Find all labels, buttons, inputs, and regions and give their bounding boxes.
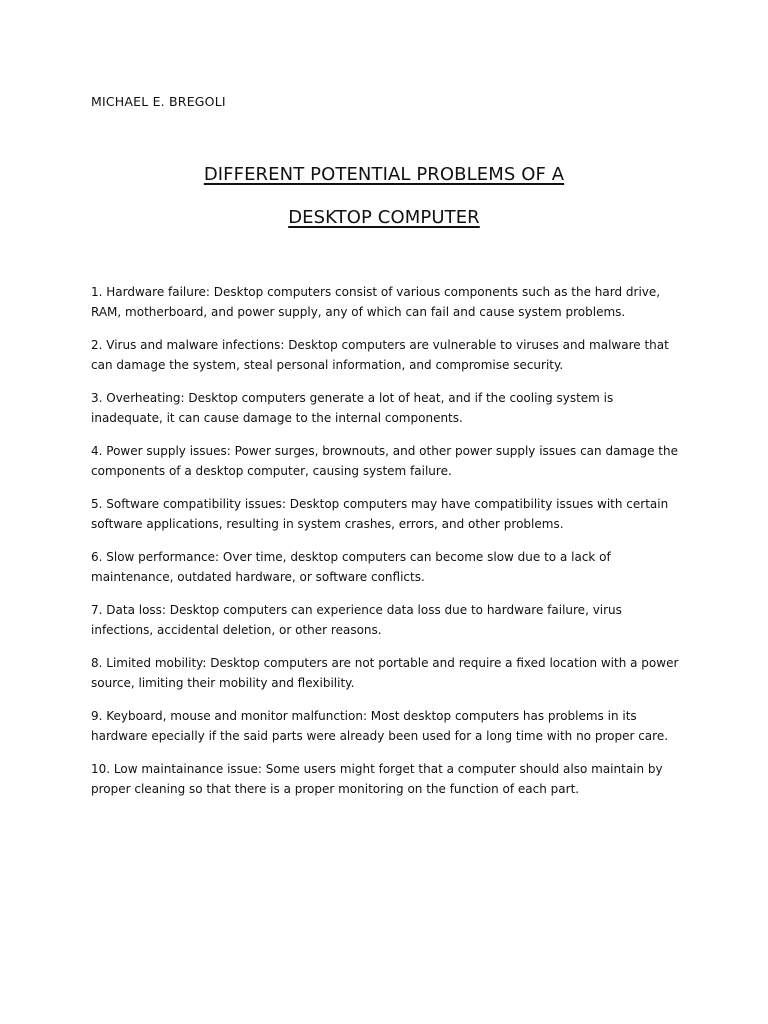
list-item: 4. Power supply issues: Power surges, brownouts, and other power supply issues can damage the components of a desktop computer, causing system failure.	[91, 444, 678, 478]
document-title-line-1: DIFFERENT POTENTIAL PROBLEMS OF A	[203, 164, 565, 185]
list-item: 9. Keyboard, mouse and monitor malfunction: Most desktop computers has problems in its hardware epecially if the said parts were already been used for a long time with no proper care.	[91, 709, 669, 743]
list-item: 6. Slow performance: Over time, desktop computers can become slow due to a lack of maintenance, outdated hardware, or software conflicts.	[91, 550, 611, 584]
list-item: 5. Software compatibility issues: Desktop computers may have compatibility issues with certain software applications, resulting in system crashes, errors, and other problems.	[91, 497, 669, 531]
list-item: 3. Overheating: Desktop computers generate a lot of heat, and if the cooling system is inadequate, it can cause damage to the internal components.	[91, 391, 614, 425]
list-item: 1. Hardware failure: Desktop computers consist of various components such as the hard drive, RAM, motherboard, and power supply, any of which can fail and cause system problems.	[91, 285, 661, 319]
problem-list	[91, 282, 681, 812]
author-name: MICHAEL E. BREGOLI	[91, 94, 226, 109]
list-item: 8. Limited mobility: Desktop computers are not portable and require a fixed location with a power source, limiting their mobility and flexibility.	[91, 656, 679, 690]
document-title-line-2: DESKTOP COMPUTER	[288, 207, 480, 228]
list-item: 10. Low maintainance issue: Some users might forget that a computer should also maintain by proper cleaning so that there is a proper monitoring on the function of each part.	[91, 762, 663, 796]
list-item: 7. Data loss: Desktop computers can experience data loss due to hardware failure, virus infections, accidental deletion, or other reasons.	[91, 603, 622, 637]
list-item: 2. Virus and malware infections: Desktop computers are vulnerable to viruses and malware that can damage the system, steal personal information, and compromise security.	[91, 338, 669, 372]
